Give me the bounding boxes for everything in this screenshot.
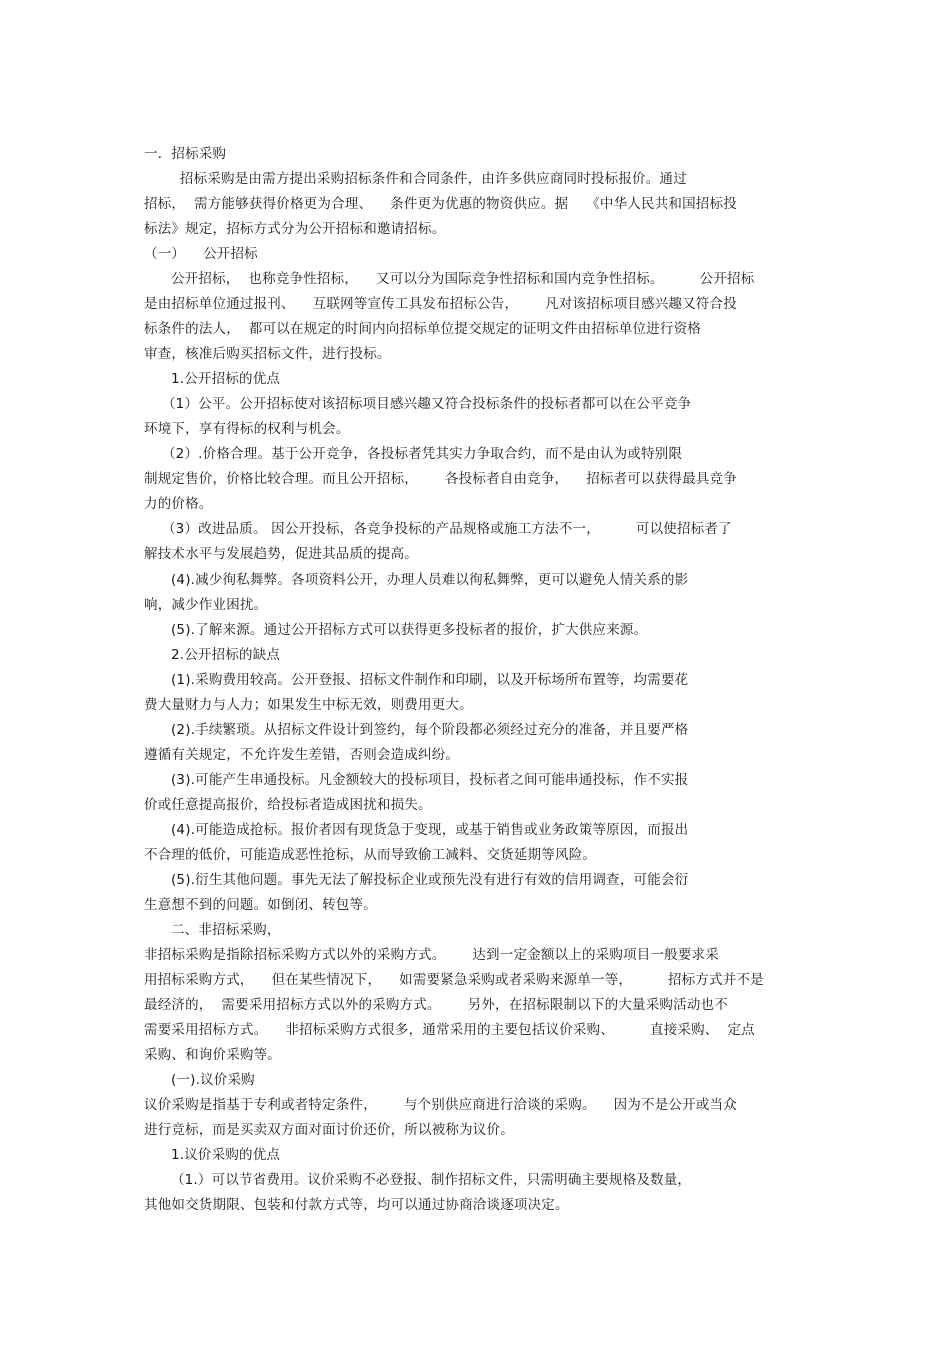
paragraph-line: （1.）可以节省费用。议价采购不必登报、制作招标文件，只需明确主要规格及数量， <box>144 1172 692 1188</box>
paragraph-line: 生意想不到的问题。如倒闭、转包等。 <box>144 897 377 913</box>
paragraph-line: 招标， 需方能够获得价格更为合理、 条件更为优惠的物资供应。据 《中华人民共和国招标投 <box>144 196 737 212</box>
paragraph-line: 费大量财力与人力；如果发生中标无效，则费用更大。 <box>144 697 473 713</box>
paragraph-line: 需要采用招标方式。 非招标采购方式很多，通常采用的主要包括议价采购、 直接采购、 定点 <box>144 1022 755 1038</box>
paragraph-line: 环境下，享有得标的权利与机会。 <box>144 421 350 437</box>
paragraph-line: (2).手续繁琐。从招标文件设计到签约，每个阶段都必须经过充分的准备，并且要严格 <box>144 722 689 738</box>
section-heading: 一．招标采购 <box>144 146 227 162</box>
paragraph-line: 解技术水平与发展趋势，促进其品质的提高。 <box>144 546 418 562</box>
paragraph-line: 最经济的， 需要采用招标方式以外的采购方式。 另外，在招标限制以下的大量采购活动也不 <box>144 997 728 1013</box>
paragraph-line: (4).可能造成抢标。报价者因有现货急于变现，或基于销售或业务政策等原因，而报出 <box>144 822 689 838</box>
subsection-heading: （一） 公开招标 <box>144 246 258 262</box>
paragraph-line: 进行竞标，而是买卖双方面对面讨价还价，所以被称为议价。 <box>144 1122 514 1138</box>
paragraph-line: 其他如交货期限、包装和付款方式等，均可以通过协商洽谈逐项决定。 <box>144 1197 569 1213</box>
paragraph-line: 响，减少作业困扰。 <box>144 597 268 613</box>
paragraph-line: （3）改进品质。 因公开投标，各竞争投标的产品规格或施工方法不一， 可以使招标者了 <box>144 521 732 537</box>
paragraph-line: (1).采购费用较高。公开登报、招标文件制作和印刷，以及开标场所布置等，均需要花 <box>144 672 689 688</box>
paragraph-line: （1）公平。公开招标使对该招标项目感兴趣又符合投标条件的投标者都可以在公平竞争 <box>144 396 692 412</box>
paragraph-line: 非招标采购是指除招标采购方式以外的采购方式。 达到一定金额以上的采购项目一般要求采 <box>144 947 719 963</box>
paragraph-line: （2）.价格合理。基于公开竞争，各投标者凭其实力争取合约，而不是由认为或特别限 <box>144 446 683 462</box>
paragraph-line: 标条件的法人， 都可以在规定的时间内向招标单位提交规定的证明文件由招标单位进行资格 <box>144 321 701 337</box>
paragraph-line: 审查，核准后购买招标文件，进行投标。 <box>144 346 391 362</box>
subsection-heading: 1.议价采购的优点 <box>144 1147 281 1163</box>
paragraph-line: 制规定售价，价格比较合理。而且公开招标， 各投标者自由竞争， 招标者可以获得最具竞争 <box>144 471 737 487</box>
paragraph-line: 用招标采购方式， 但在某些情况下， 如需要紧急采购或者采购来源单一等， 招标方式并不是 <box>144 972 764 988</box>
paragraph-line: 遵循有关规定，不允许发生差错，否则会造成纠纷。 <box>144 747 460 763</box>
paragraph-line: 不合理的低价，可能造成恶性抢标，从而导致偷工减料、交货延期等风险。 <box>144 847 597 863</box>
paragraph-line: 价或任意提高报价，给投标者造成困扰和损失。 <box>144 797 432 813</box>
paragraph-line: (4).减少徇私舞弊。各项资料公开，办理人员难以徇私舞弊，更可以避免人情关系的影 <box>144 572 689 588</box>
paragraph-line: (5).衍生其他问题。事先无法了解投标企业或预先没有进行有效的信用调查，可能会衍 <box>144 872 689 888</box>
paragraph-line: (3).可能产生串通投标。凡金额较大的投标项目，投标者之间可能串通投标，作不实报 <box>144 772 689 788</box>
subsection-heading: 1.公开招标的优点 <box>144 371 281 387</box>
paragraph-line: 力的价格。 <box>144 496 213 512</box>
section-heading: 二、非招标采购， <box>144 922 281 938</box>
paragraph-line: (5).了解来源。通过公开招标方式可以获得更多投标者的报价，扩大供应来源。 <box>144 622 648 638</box>
paragraph-line: 标法》规定，招标方式分为公开招标和邀请招标。 <box>144 221 446 237</box>
subsection-heading: 2.公开招标的缺点 <box>144 647 281 663</box>
paragraph-line: 公开招标， 也称竞争性招标， 又可以分为国际竞争性招标和国内竞争性招标。 公开招标 <box>144 271 755 287</box>
subsection-heading: (一).议价采购 <box>144 1072 255 1088</box>
paragraph-line: 是由招标单位通过报刊、 互联网等宣传工具发布招标公告， 凡对该招标项目感兴趣又符合投 <box>144 296 737 312</box>
paragraph-line: 招标采购是由需方提出采购招标条件和合同条件，由许多供应商同时投标报价。通过 <box>144 171 687 187</box>
paragraph-line: 采购、和询价采购等。 <box>144 1047 281 1063</box>
paragraph-line: 议价采购是指基于专利或者特定条件， 与个别供应商进行洽谈的采购。 因为不是公开或当众 <box>144 1097 737 1113</box>
